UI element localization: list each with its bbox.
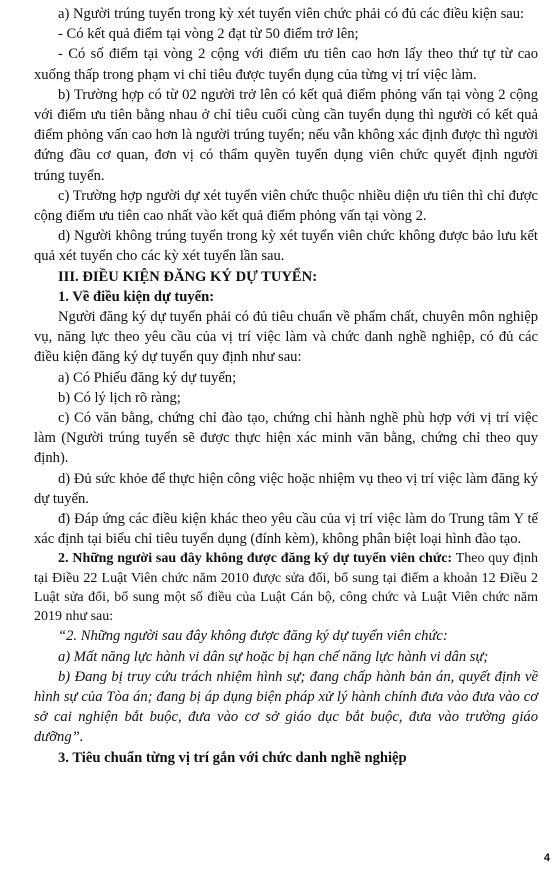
paragraph-c-degrees: c) Có văn bằng, chứng chỉ đào tạo, chứng chỉ hành nghề phù hợp với vị trí việc làm (Người trúng tuyển sẽ được thực hiện xác minh văn bằng, chứng chỉ theo quy định).: [34, 410, 538, 467]
paragraph-b-background: b) Có lý lịch rõ ràng;: [58, 389, 181, 406]
subheading-1-conditions: 1. Về điều kiện dự tuyển:: [58, 288, 215, 305]
quote-item-b: b) Đang bị truy cứu trách nhiệm hình sự; đang chấp hành bản án, quyết định về hình sự của Tòa án; đang bị áp dụng biện pháp xử lý hành chính đưa vào đưa vào cơ sở cai nghiện bắt buộc, đưa vào cơ sở giáo dục bắt buộc, đưa vào trường giáo dưỡng”.: [34, 668, 538, 746]
paragraph-dd-other: đ) Đáp ứng các điều kiện khác theo yêu cầu của vị trí việc làm do Trung tâm Y tế xác định tại biểu chỉ tiêu tuyển dụng (đính kèm), không phân biệt loại hình đào tạo.: [34, 511, 538, 548]
paragraph-score-threshold: - Có kết quả điểm tại vòng 2 đạt từ 50 điểm trở lên;: [58, 26, 359, 43]
document-body: [34, 4, 538, 768]
paragraph-2-legal-basis: Theo quy định tại Điều 22 Luật Viên chức năm 2010 được sửa đổi, bổ sung tại điểm a khoản 12 Điều 2 Luật sửa đổi, bổ sung một số điều của Luật Cán bộ, công chức và Luật Viên chức năm 2019 như sau:: [34, 551, 539, 625]
quote-item-a: a) Mất năng lực hành vi dân sự hoặc bị hạn chế năng lực hành vi dân sự;: [58, 648, 489, 665]
paragraph-d-no-reserve: d) Người không trúng tuyển trong kỳ xét tuyển viên chức không được bảo lưu kết quả xét tuyển cho các kỳ xét tuyển lần sau.: [34, 228, 538, 265]
paragraph-c-priority: c) Trường hợp người dự xét tuyển viên chức thuộc nhiều diện ưu tiên thì chỉ được cộng điểm ưu tiên cao nhất vào kết quả điểm phỏng vấn tại vòng 2.: [34, 187, 538, 225]
subheading-2-ineligible: 2. Những người sau đây không được đăng ký dự tuyển viên chức:: [58, 551, 453, 567]
section-heading-iii: III. ĐIỀU KIỆN ĐĂNG KÝ DỰ TUYỂN:: [58, 268, 318, 285]
page-number: 4: [543, 852, 550, 864]
paragraph-a-conditions: a) Người trúng tuyển trong kỳ xét tuyển viên chức phải có đủ các điều kiện sau:: [58, 6, 525, 22]
paragraph-2-ineligible: [34, 549, 538, 626]
paragraph-b-tie-rule: b) Trường hợp có từ 02 người trở lên có kết quả điểm phỏng vấn tại vòng 2 cộng với điểm ưu tiên bằng nhau ở chỉ tiêu cuối cùng cần tuyển dụng thì người có kết quả điểm phỏng vấn cao hơn là người trúng tuyển; nếu vẫn không xác định được thì người đứng đầu cơ quan, đơn vị có thẩm quyền tuyển dụng viên chức quyết định người trúng tuyển.: [34, 86, 538, 184]
paragraph-d-health: d) Đủ sức khỏe để thực hiện công việc hoặc nhiệm vụ theo vị trí việc làm đăng ký dự tuyển.: [34, 470, 538, 507]
paragraph-candidate-requirements: Người đăng ký dự tuyển phải có đủ tiêu chuẩn về phẩm chất, chuyên môn nghiệp vụ, năng lực theo yêu cầu của vị trí việc làm và chức danh nghề nghiệp, có đủ các điều kiện đăng ký dự tuyển quy định như sau:: [34, 309, 538, 366]
paragraph-score-ranking: - Có số điểm tại vòng 2 cộng với điểm ưu tiên cao hơn lấy theo thứ tự từ cao xuống thấp trong phạm vi chỉ tiêu được tuyển dụng của từng vị trí việc làm.: [34, 46, 538, 83]
subheading-3-standards: 3. Tiêu chuẩn từng vị trí gắn với chức danh nghề nghiệp: [58, 749, 407, 766]
paragraph-a-form: a) Có Phiếu đăng ký dự tuyển;: [58, 369, 237, 386]
quote-heading: “2. Những người sau đây không được đăng ký dự tuyển viên chức:: [58, 628, 448, 645]
